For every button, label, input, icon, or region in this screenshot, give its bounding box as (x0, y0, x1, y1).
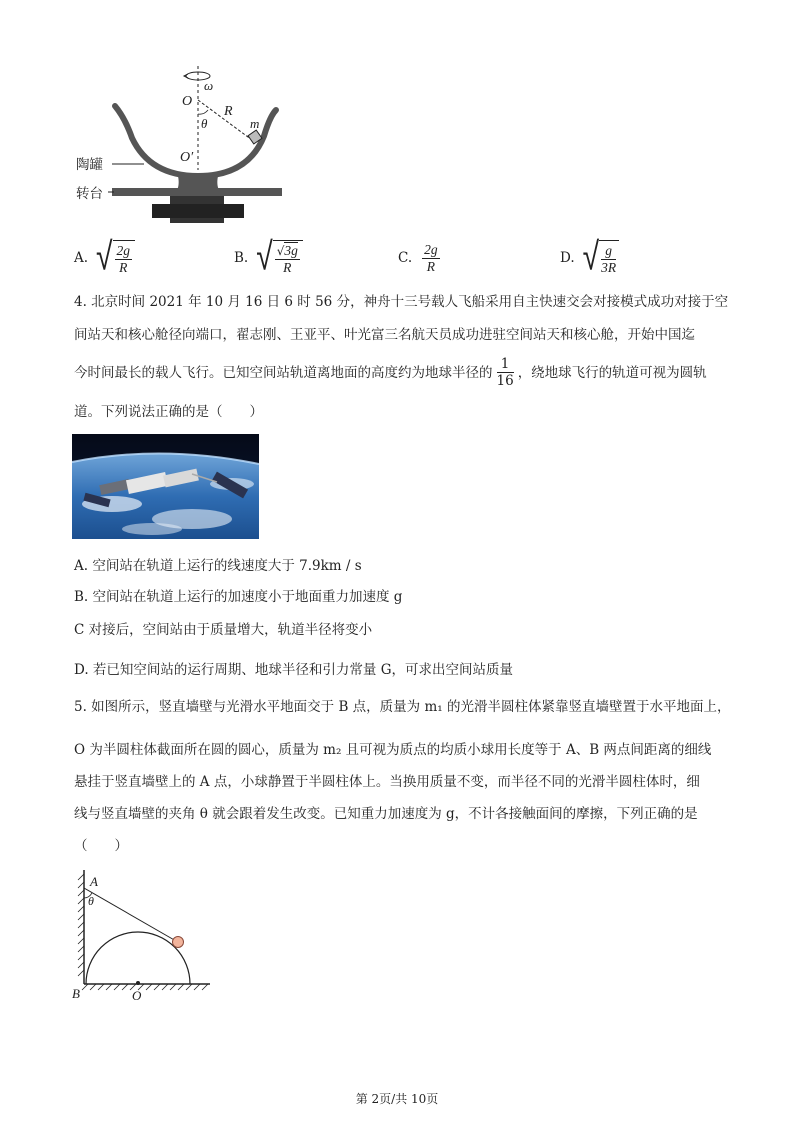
q4-option-d: D. 若已知空间站的运行周期、地球半径和引力常量 G，可求出空间站质量 (74, 662, 513, 678)
q4-line-4: 道。下列说法正确的是（ ） (74, 404, 263, 420)
q4-option-c: C 对接后，空间站由于质量增大，轨道半径将变小 (74, 622, 373, 638)
q5-line-5: （ ） (74, 838, 128, 854)
q4-line-2: 间站天和核心舱径向端口，翟志刚、王亚平、叶光富三名航天员成功进驻空间站天和核心舱，开始中国迄 (74, 327, 695, 343)
ball (173, 937, 184, 948)
figure-wall-cylinder-svg (66, 866, 216, 1006)
point-b-label: B (72, 986, 80, 1001)
q5-line-4: 线与竖直墙壁的夹角 θ 就会跟着发生改变。已知重力加速度为 g，不计各接触面间的摩擦，下列正确的是 (74, 806, 698, 822)
theta-label: θ (88, 894, 94, 908)
q3-option-c: C. $\frac{2g}{R}$ (398, 241, 438, 274)
q5-line-3: 悬挂于竖直墙壁上的 A 点，小球静置于半圆柱体上。当换用质量不变，而半径不同的光滑半圆柱体时，细 (74, 774, 700, 790)
q4-option-a: A. 空间站在轨道上运行的线速度大于 7.9km / s (74, 558, 362, 574)
point-a-label: A (90, 874, 98, 889)
theta-label: θ (201, 116, 208, 131)
q5-line-1: 5. 如图所示，竖直墙壁与光滑水平地面交于 B 点，质量为 m₁ 的光滑半圆柱体紧靠竖直墙壁置于水平地面上， (74, 699, 731, 715)
figure-wall-cylinder (66, 866, 216, 1006)
sqrt-expression: √ $\frac{√3g}{R}$ (256, 240, 303, 276)
q4-line-3: 今时间最长的载人飞行。已知空间站轨道离地面的高度约为地球半径的 $\frac{1}{16}$ ，绕地球飞行的轨道可视为圆轨 (74, 356, 707, 389)
sqrt-expression: √ $\frac{2g}{R}$ (96, 240, 135, 276)
q4-line-1: 4. 北京时间 2021 年 10 月 16 日 6 时 56 分，神舟十三号载人飞船采用自主快速交会对接模式成功对接于空 (74, 294, 729, 310)
figure-rotating-jar-svg (70, 58, 300, 238)
point-o-label: O (182, 94, 193, 109)
q5-line-2: O 为半圆柱体截面所在圆的圆心，质量为 m₂ 且可视为质点的均质小球用长度等于 A、B 两点间距离的细线 (74, 742, 712, 758)
jar-label: 陶罐 (76, 157, 103, 173)
fraction-one-sixteenth: $\frac{1}{16}$ (496, 356, 514, 389)
q4-option-b: B. 空间站在轨道上运行的加速度小于地面重力加速度 g (74, 589, 403, 605)
point-o-label: O (132, 988, 142, 1003)
space-station-photo (72, 434, 259, 539)
sqrt-expression: √ $\frac{g}{3R}$ (583, 240, 619, 276)
space-station-image (72, 434, 259, 539)
q3-option-a: A. √ $\frac{2g}{R}$ (74, 238, 135, 278)
page-footer: 第 2页/共 10页 (355, 1092, 439, 1106)
turntable-label: 转台 (76, 186, 103, 202)
figure-rotating-jar (70, 58, 300, 238)
turntable-plate (112, 188, 282, 196)
omega-label: ω (204, 78, 214, 93)
point-o-prime-label: O′ (180, 150, 194, 165)
radius-label: R (224, 104, 233, 119)
mass-label: m (250, 116, 260, 131)
q3-option-d: D. √ $\frac{g}{3R}$ (560, 238, 619, 278)
q3-option-b: B. √ $\frac{√3g}{R}$ (234, 238, 303, 278)
